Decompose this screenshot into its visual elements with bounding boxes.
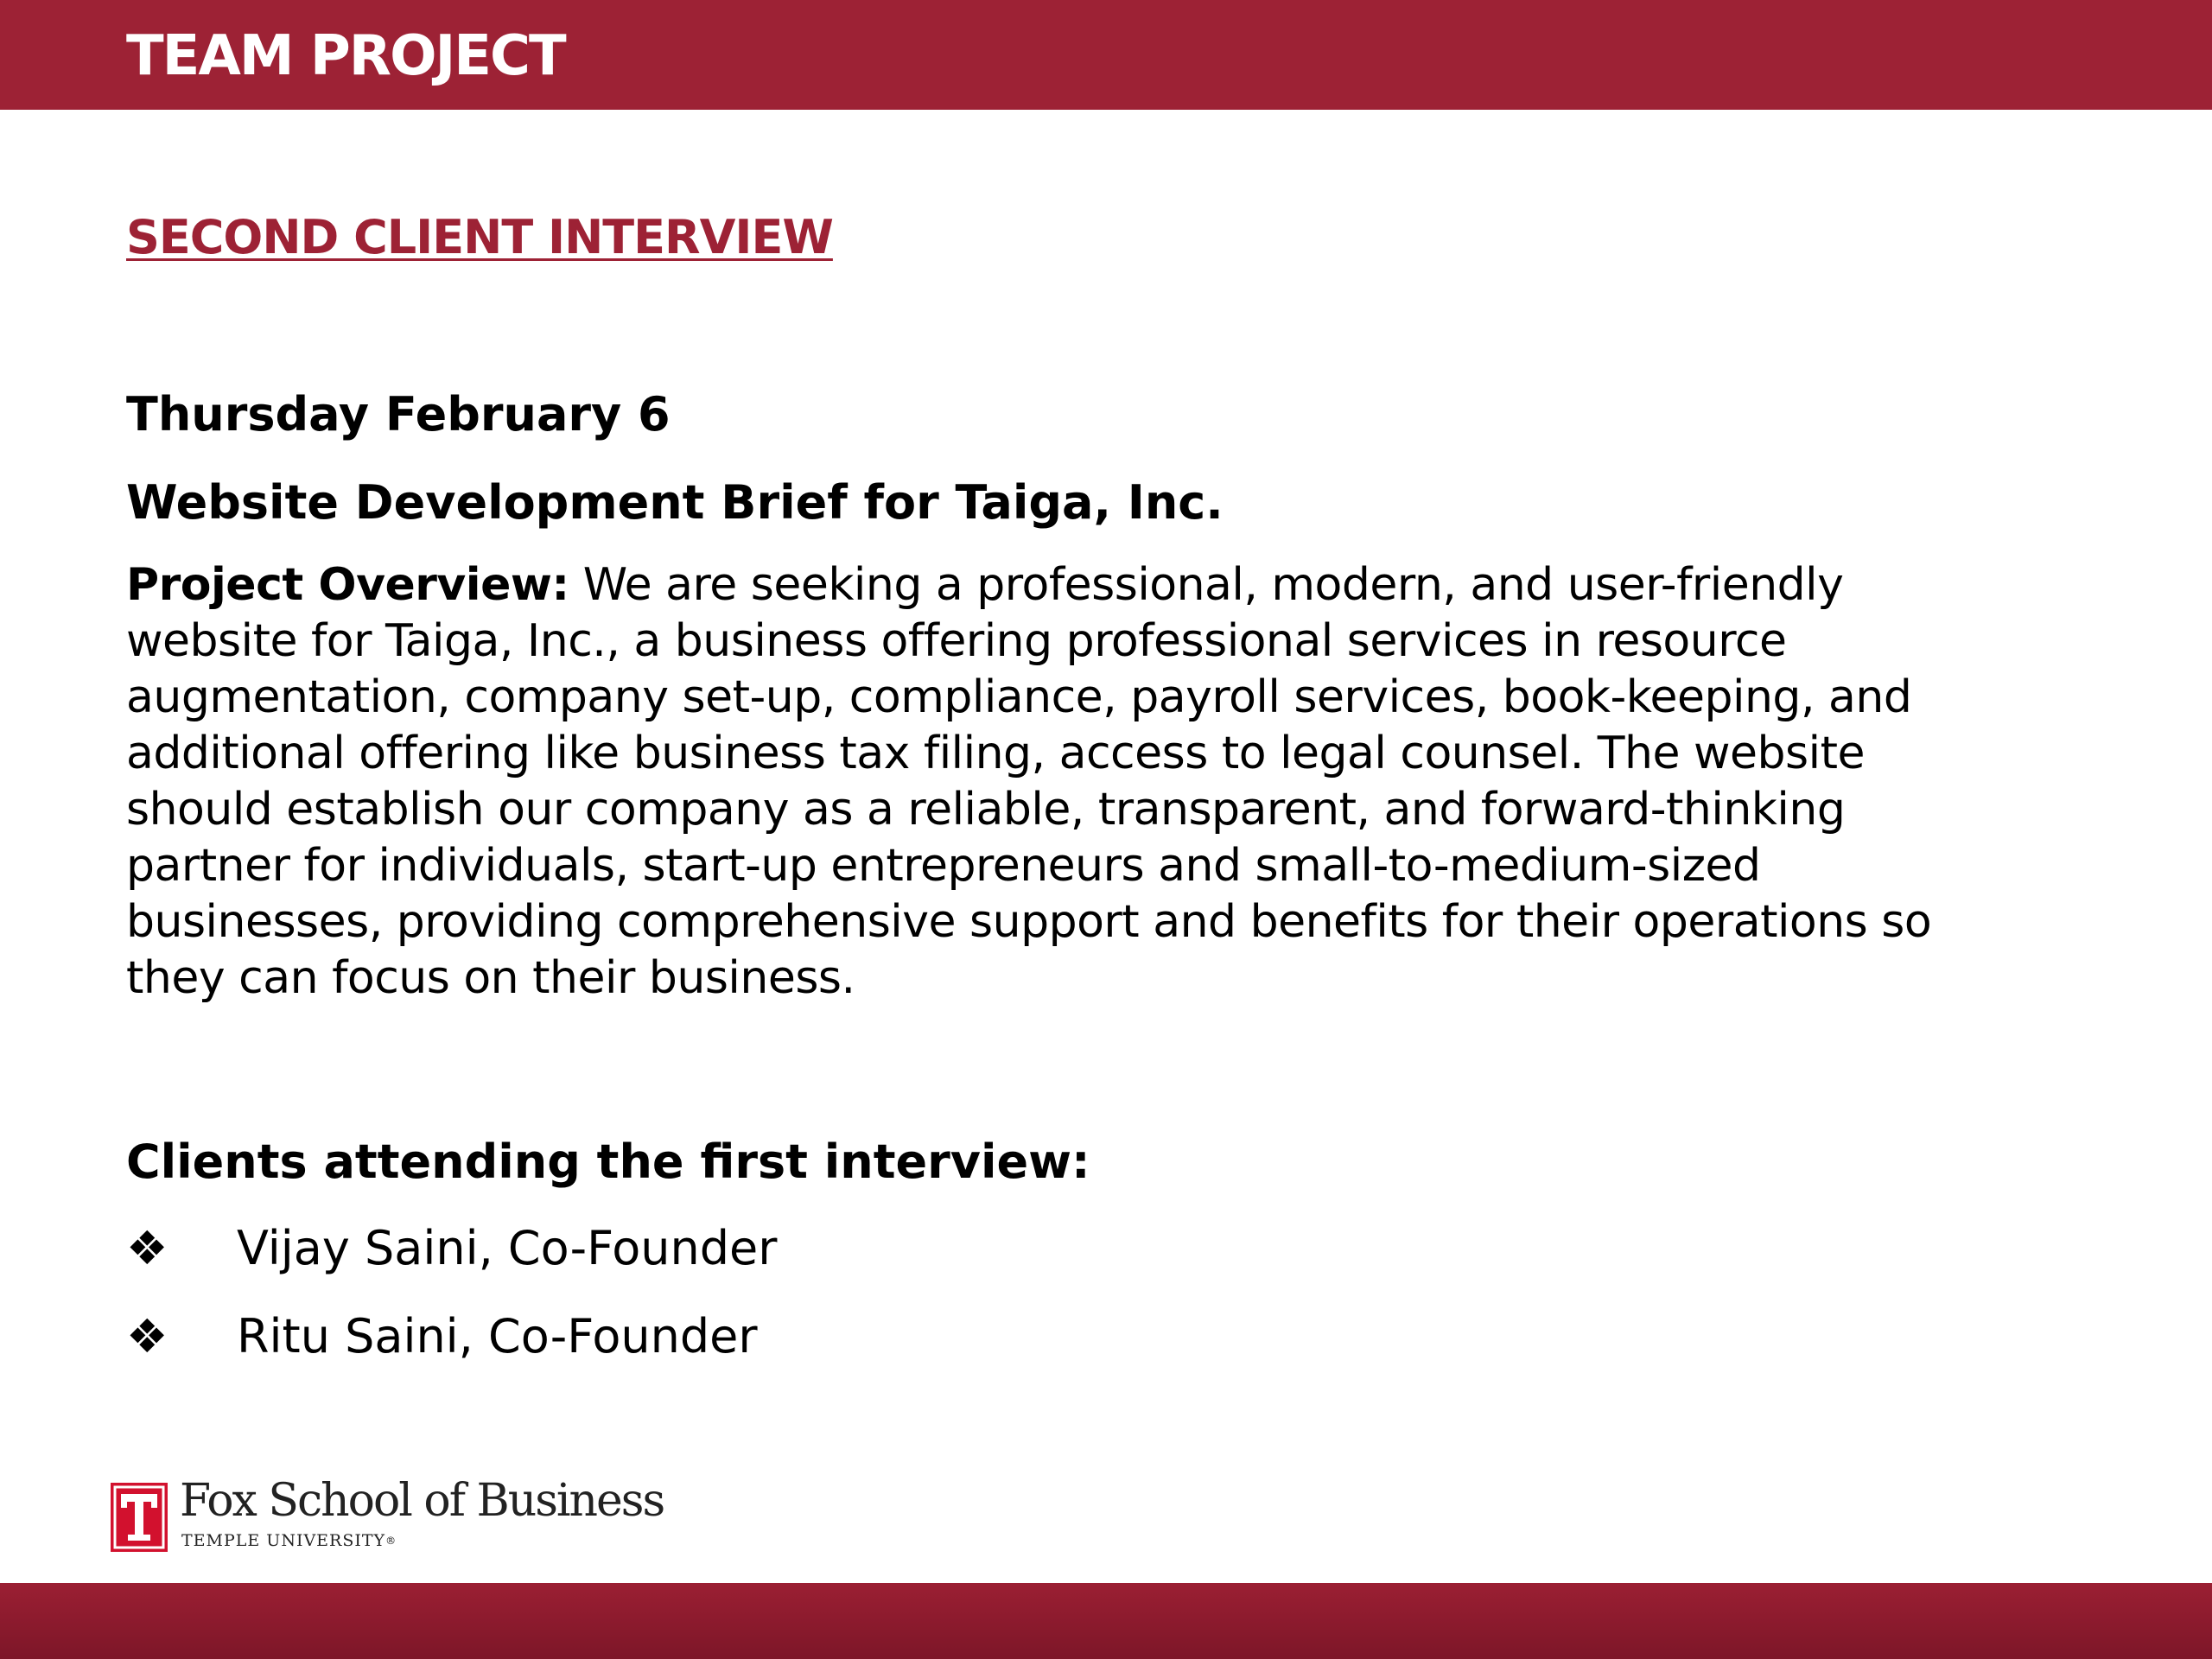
- list-item: [126, 1214, 777, 1283]
- header-banner: [0, 0, 2212, 110]
- client-name: Vijay Saini, Co-Founder: [237, 1221, 778, 1275]
- section-heading: SECOND CLIENT INTERVIEW: [126, 210, 833, 264]
- brief-title: Website Development Brief for Taiga, Inc.: [126, 475, 1224, 530]
- university-name: [181, 1529, 397, 1552]
- school-name: Fox School of Business: [180, 1475, 664, 1527]
- temple-t-logo-icon: [111, 1483, 168, 1552]
- diamond-bullet-icon: ❖: [126, 1221, 168, 1275]
- client-list: [126, 1214, 777, 1390]
- overview-line-6: partner for individuals, start-up entrepreneurs and small-to-medium-sized: [126, 840, 1761, 892]
- clients-heading: Clients attending the first interview:: [126, 1135, 1090, 1189]
- overview-label: Project Overview:: [126, 559, 569, 611]
- overview-text: We are seeking a professional, modern, and user-friendly: [569, 559, 1844, 611]
- diamond-bullet-icon: ❖: [126, 1309, 168, 1363]
- header-title: TEAM PROJECT: [126, 24, 565, 88]
- overview-line-1: [126, 557, 2105, 613]
- project-overview: [126, 557, 2105, 1007]
- overview-line-5: should establish our company as a reliable, transparent, and forward-thinking: [126, 784, 1846, 836]
- overview-line-3: augmentation, company set-up, compliance, payroll services, book-keeping, and: [126, 671, 1912, 723]
- overview-line-2: website for Taiga, Inc., a business offering professional services in resource: [126, 615, 1787, 667]
- overview-line-8: they can focus on their business.: [126, 952, 855, 1004]
- client-name: Ritu Saini, Co-Founder: [237, 1309, 758, 1363]
- overview-line-4: additional offering like business tax filing, access to legal counsel. The website: [126, 728, 1865, 779]
- registered-mark: ®: [385, 1535, 397, 1547]
- meeting-date: Thursday February 6: [126, 387, 671, 442]
- footer-bar: [0, 1583, 2212, 1659]
- fox-school-logo: [111, 1475, 664, 1554]
- list-item: [126, 1302, 777, 1371]
- university-text: TEMPLE UNIVERSITY: [181, 1531, 386, 1550]
- overview-line-7: businesses, providing comprehensive support and benefits for their operations so: [126, 896, 1932, 948]
